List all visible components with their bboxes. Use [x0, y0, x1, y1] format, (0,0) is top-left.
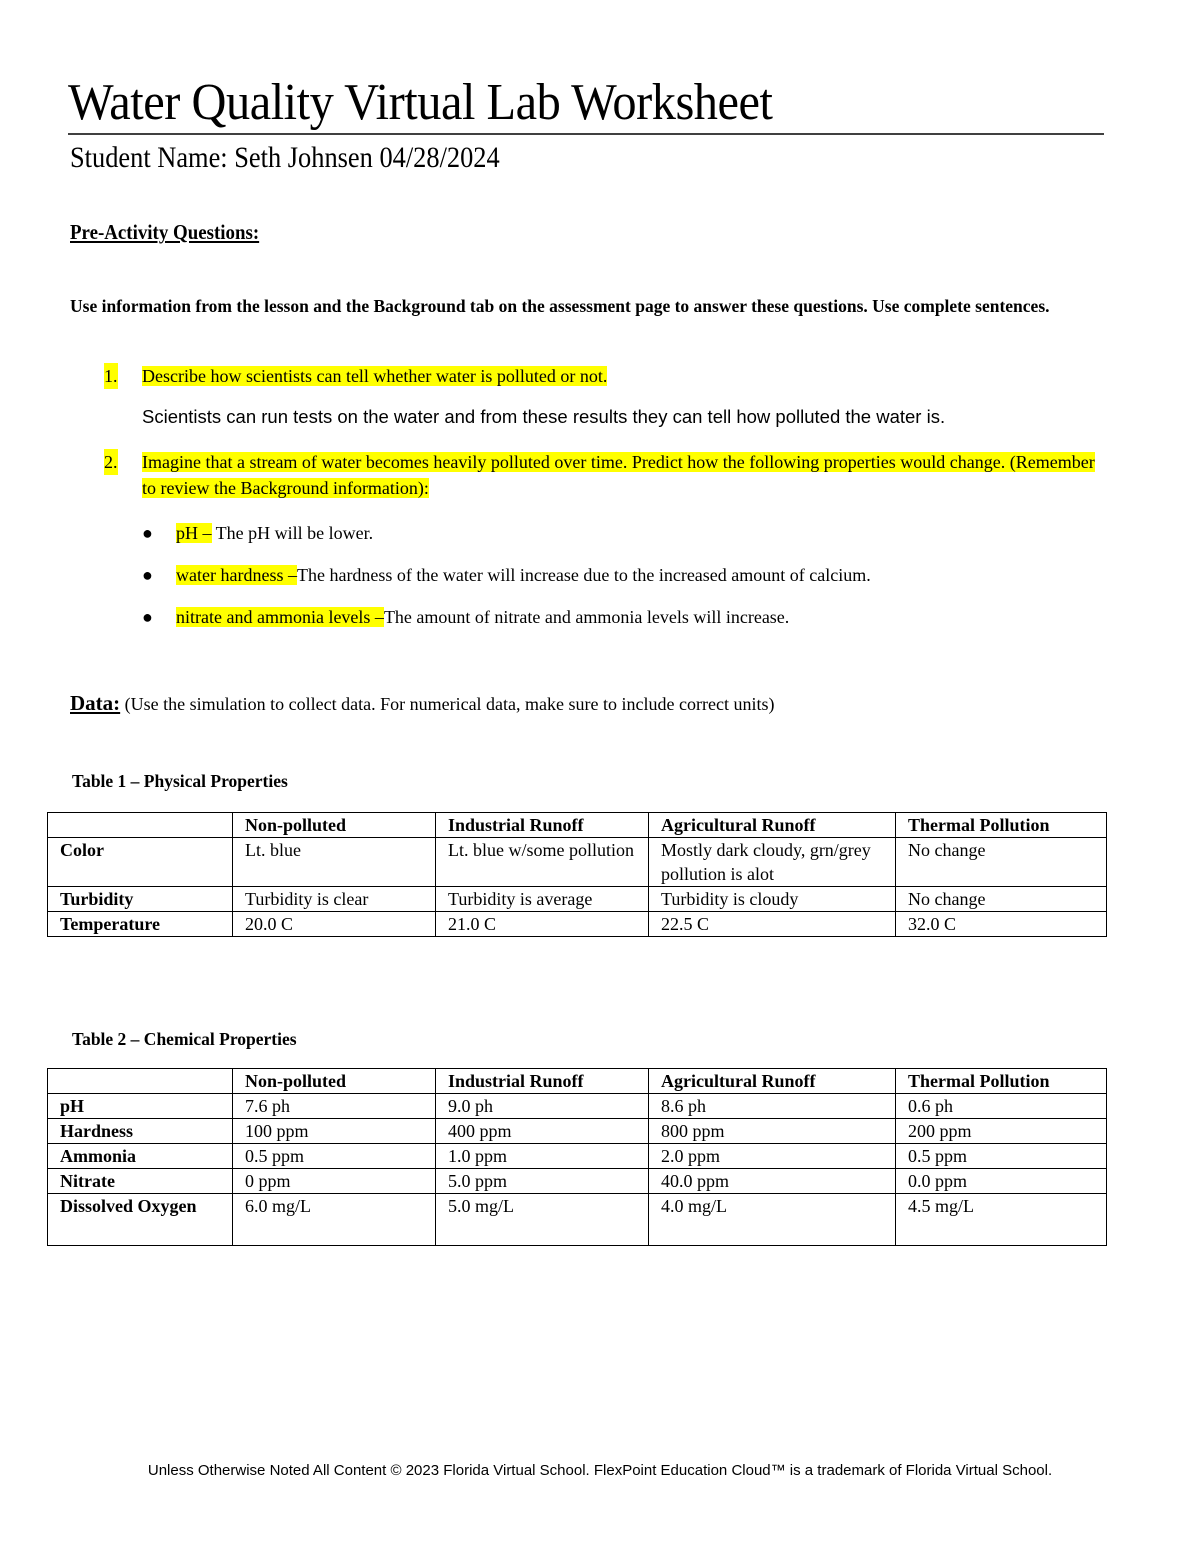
header-cell: Non-polluted: [233, 813, 436, 838]
table-cell: 0.5 ppm: [896, 1144, 1107, 1169]
question-2-prompt: Imagine that a stream of water becomes heavily polluted over time. Predict how the following properties would change. (Remember to review the Background information):: [142, 452, 1095, 498]
question-number: 2.: [104, 449, 118, 475]
bullet-water-hardness: [0, 562, 1200, 592]
table-2-caption: Table 2 – Chemical Properties: [72, 1029, 297, 1049]
data-note: (Use the simulation to collect data. For numerical data, make sure to include correct units): [120, 694, 775, 714]
question-text: [142, 449, 1107, 501]
table-1-caption: Table 1 – Physical Properties: [72, 771, 288, 791]
question-text: [142, 363, 1107, 389]
bullet-icon: ●: [142, 523, 153, 543]
table-row: [48, 1169, 1107, 1194]
table-cell: 7.6 ph: [233, 1094, 436, 1119]
table-cell: 20.0 C: [233, 912, 436, 937]
bullet-label: nitrate and ammonia levels –: [176, 607, 384, 627]
table-cell: Mostly dark cloudy, grn/grey pollution is alot: [649, 838, 896, 887]
data-section: [70, 690, 774, 717]
table-cell: 40.0 ppm: [649, 1169, 896, 1194]
table-cell: 400 ppm: [436, 1119, 649, 1144]
table-cell: 5.0 ppm: [436, 1169, 649, 1194]
row-header: pH: [48, 1094, 233, 1119]
row-header: Ammonia: [48, 1144, 233, 1169]
table-cell: Lt. blue: [233, 838, 436, 887]
header-cell: Industrial Runoff: [436, 1069, 649, 1094]
table-cell: 8.6 ph: [649, 1094, 896, 1119]
header-cell: Industrial Runoff: [436, 813, 649, 838]
header-cell: Agricultural Runoff: [649, 1069, 896, 1094]
table-cell: 2.0 ppm: [649, 1144, 896, 1169]
row-header: Hardness: [48, 1119, 233, 1144]
header-cell: [48, 813, 233, 838]
bullet-answer: The amount of nitrate and ammonia levels will increase.: [383, 607, 790, 627]
table-cell: 0.6 ph: [896, 1094, 1107, 1119]
table-row: [48, 887, 1107, 912]
bullet-label: water hardness –: [176, 565, 297, 585]
header-cell: Thermal Pollution: [896, 1069, 1107, 1094]
bullet-icon: ●: [142, 565, 153, 585]
table-header-row: [48, 1069, 1107, 1094]
table-cell: 22.5 C: [649, 912, 896, 937]
table-cell: 5.0 mg/L: [436, 1194, 649, 1246]
table-cell: Turbidity is average: [436, 887, 649, 912]
header-cell: Non-polluted: [233, 1069, 436, 1094]
header-cell: [48, 1069, 233, 1094]
bullet-answer: The hardness of the water will increase due to the increased amount of calcium.: [296, 565, 871, 585]
table-cell: 800 ppm: [649, 1119, 896, 1144]
header-cell: Thermal Pollution: [896, 813, 1107, 838]
instructions-text: Use information from the lesson and the Background tab on the assessment page to answer these questions. Use complete sentences.: [70, 296, 1050, 316]
student-name-line: Student Name: Seth Johnsen 04/28/2024: [70, 141, 500, 174]
table-row: [48, 1144, 1107, 1169]
table-cell: 32.0 C: [896, 912, 1107, 937]
table-cell: Turbidity is clear: [233, 887, 436, 912]
table-cell: 4.5 mg/L: [896, 1194, 1107, 1246]
table-cell: 9.0 ph: [436, 1094, 649, 1119]
row-header: Temperature: [48, 912, 233, 937]
question-number: 1.: [104, 363, 118, 389]
question-1: [0, 363, 1200, 393]
table-cell: 200 ppm: [896, 1119, 1107, 1144]
table-header-row: [48, 813, 1107, 838]
title-divider: [68, 133, 1104, 135]
bullet-answer: The pH will be lower.: [211, 523, 374, 543]
table-cell: No change: [896, 887, 1107, 912]
table-cell: 0 ppm: [233, 1169, 436, 1194]
table-row: [48, 1119, 1107, 1144]
table-cell: 0.0 ppm: [896, 1169, 1107, 1194]
header-cell: Agricultural Runoff: [649, 813, 896, 838]
table-row: [48, 1094, 1107, 1119]
table-row: [48, 912, 1107, 937]
bullet-label: pH –: [176, 523, 212, 543]
question-1-answer: Scientists can run tests on the water and from these results they can tell how polluted the water is.: [142, 406, 946, 427]
row-header: Nitrate: [48, 1169, 233, 1194]
table-cell: Turbidity is cloudy: [649, 887, 896, 912]
table-row: [48, 838, 1107, 887]
table-cell: 4.0 mg/L: [649, 1194, 896, 1246]
bullet-ph: [0, 520, 1200, 550]
pre-activity-heading: Pre-Activity Questions:: [70, 220, 260, 244]
table-cell: 6.0 mg/L: [233, 1194, 436, 1246]
bullet-nitrate-ammonia: [0, 604, 1200, 634]
document-title: Water Quality Virtual Lab Worksheet: [68, 74, 773, 131]
physical-properties-table: [47, 812, 1107, 937]
copyright-footer: Unless Otherwise Noted All Content © 2023 Florida Virtual School. FlexPoint Education Cloud™ is a trademark of Florida Virtual School.: [147, 1462, 1053, 1479]
table-cell: 21.0 C: [436, 912, 649, 937]
table-cell: Lt. blue w/some pollution: [436, 838, 649, 887]
question-2: [0, 449, 1200, 505]
data-label: Data:: [70, 691, 121, 715]
chemical-properties-table: [47, 1068, 1107, 1246]
table-cell: 1.0 ppm: [436, 1144, 649, 1169]
row-header: Turbidity: [48, 887, 233, 912]
table-cell: 100 ppm: [233, 1119, 436, 1144]
table-cell: 0.5 ppm: [233, 1144, 436, 1169]
table-row: [48, 1194, 1107, 1246]
row-header: Dissolved Oxygen: [48, 1194, 233, 1246]
table-cell: No change: [896, 838, 1107, 887]
bullet-icon: ●: [142, 607, 153, 627]
question-1-prompt: Describe how scientists can tell whether water is polluted or not.: [142, 366, 608, 386]
row-header: Color: [48, 838, 233, 887]
